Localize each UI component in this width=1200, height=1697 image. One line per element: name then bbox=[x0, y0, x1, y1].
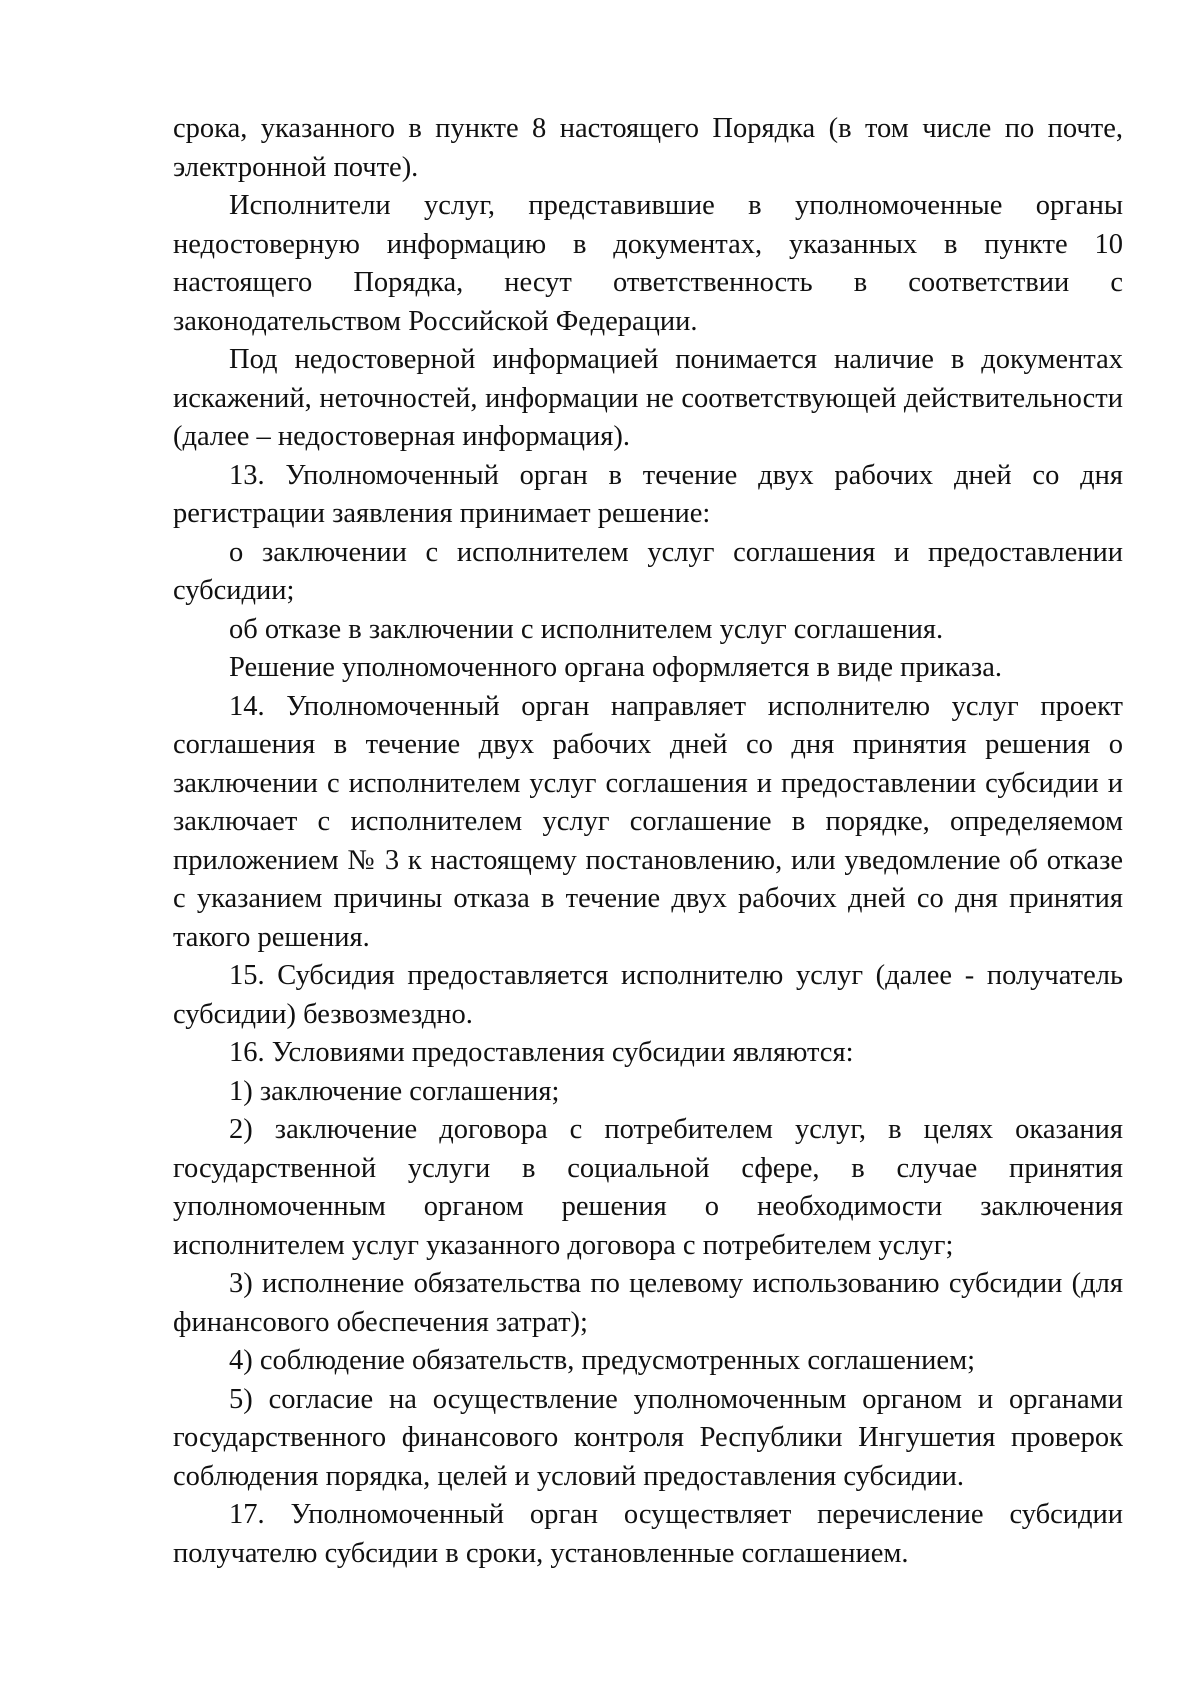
paragraph-condition-4: 4) соблюдение обязательств, предусмотренных соглашением; bbox=[229, 1345, 976, 1376]
paragraph-item-13: 13. Уполномоченный орган в течение двух рабочих дней со дня регистрации заявления принимает решение: bbox=[173, 459, 1123, 529]
paragraph-condition-2: 2) заключение договора с потребителем услуг, в целях оказания государственной услуги в социальной сфере, в случае принятия уполномоченным органом решения о необходимости заключения исполнителем услуг указанного договора с потребителем услуг; bbox=[173, 1114, 1123, 1261]
paragraph-decision-refuse: об отказе в заключении с исполнителем услуг соглашения. bbox=[229, 613, 944, 645]
paragraph-item-16: 16. Условиями предоставления субсидии являются: bbox=[229, 1037, 854, 1068]
paragraph-decision-grant: о заключении с исполнителем услуг соглашения и предоставлении субсидии; bbox=[173, 536, 1123, 606]
paragraph-false-info-definition: Под недостоверной информацией понимается наличие в документах искажений, неточностей, информации не соответствующей действительности (далее – недостоверная информация). bbox=[173, 344, 1123, 452]
paragraph-continuation: срока, указанного в пункте 8 настоящего Порядка (в том числе по почте, электронной почте). bbox=[173, 113, 1123, 183]
document-page bbox=[173, 110, 1123, 1573]
paragraph-item-17: 17. Уполномоченный орган осуществляет перечисление субсидии получателю субсидии в сроки, установленные соглашением. bbox=[173, 1499, 1123, 1569]
paragraph-condition-3: 3) исполнение обязательства по целевому использованию субсидии (для финансового обеспечения затрат); bbox=[173, 1268, 1123, 1338]
paragraph-condition-1: 1) заключение соглашения; bbox=[229, 1075, 560, 1107]
paragraph-item-14: 14. Уполномоченный орган направляет исполнителю услуг проект соглашения в течение двух рабочих дней со дня принятия решения о заключении с исполнителем услуг соглашения и предоставлении субсидии и заключает с исполнителем услуг соглашение в порядке, определяемом приложением № 3 к настоящему постановлению, или уведомление об отказе с указанием причины отказа в течение двух рабочих дней со дня принятия такого решения. bbox=[173, 690, 1123, 953]
paragraph-item-15: 15. Субсидия предоставляется исполнителю услуг (далее - получатель субсидии) безвозмездно. bbox=[173, 960, 1123, 1030]
paragraph-condition-5: 5) согласие на осуществление уполномоченным органом и органами государственного финансового контроля Республики Ингушетия проверок соблюдения порядка, целей и условий предоставления субсидии. bbox=[173, 1383, 1123, 1492]
paragraph-liability: Исполнители услуг, представившие в уполномоченные органы недостоверную информацию в документах, указанных в пункте 10 настоящего Порядка, несут ответственность в соответствии с законодательством Российской Федерации. bbox=[173, 190, 1123, 337]
paragraph-decision-order: Решение уполномоченного органа оформляется в виде приказа. bbox=[229, 652, 1002, 683]
